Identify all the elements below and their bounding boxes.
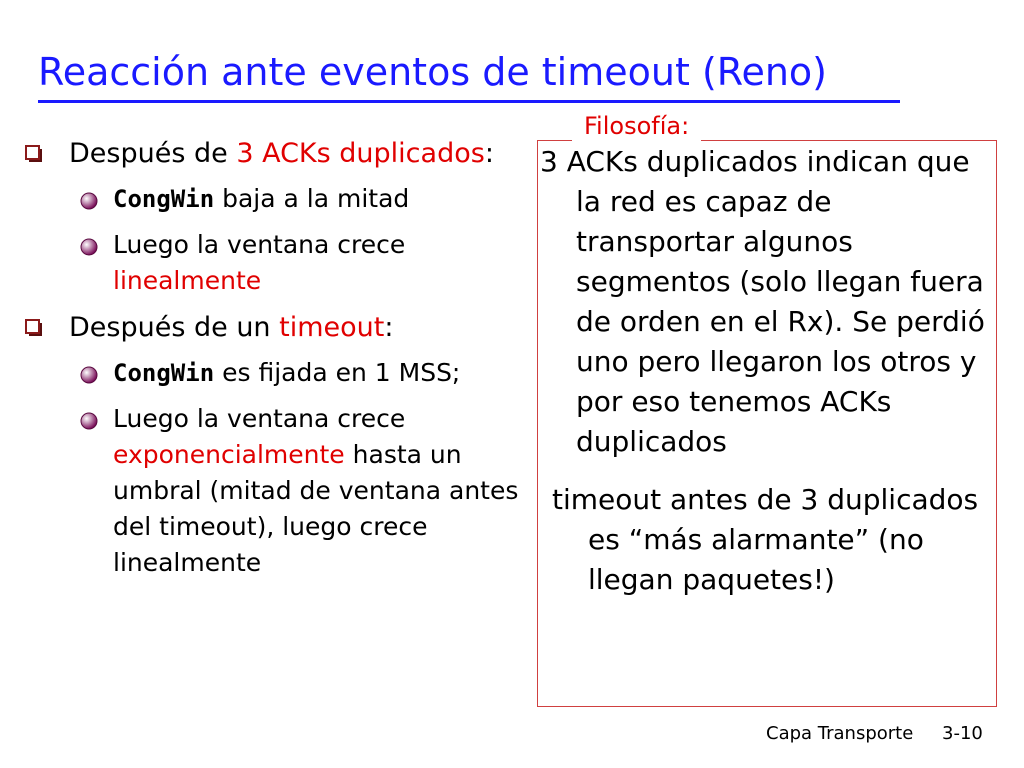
sub-item-exponential-growth <box>25 401 525 581</box>
sub2-pre: Luego la ventana crece <box>113 230 406 259</box>
sphere-bullet-icon <box>80 192 98 210</box>
philosophy-label: Filosofía: <box>572 110 701 142</box>
square-bullet-icon <box>25 319 43 337</box>
sub-item-congwin-1mss <box>25 355 525 391</box>
sphere-bullet-icon <box>80 366 98 384</box>
sphere-bullet-icon <box>80 238 98 256</box>
bullet-item-3-acks <box>25 135 525 173</box>
sub4-pre: Luego la ventana crece <box>113 404 406 433</box>
item2-highlight: timeout <box>279 312 385 343</box>
item1-post: : <box>484 138 494 169</box>
sub-item-linear-growth <box>25 227 525 299</box>
bullet-item-timeout <box>25 309 525 347</box>
item1-pre: Después de <box>69 138 237 169</box>
sub3-text: es fijada en 1 MSS; <box>214 358 461 387</box>
square-bullet-icon <box>25 145 43 163</box>
sub4-post: hasta un umbral (mitad de ventana antes del timeout), luego crece linealmente <box>113 440 519 577</box>
item2-pre: Después de un <box>69 312 280 343</box>
footer-section: Capa Transporte <box>766 723 914 744</box>
congwin-code-1: CongWin <box>113 185 215 213</box>
footer-page-number: 3-10 <box>942 723 983 744</box>
philosophy-text <box>540 142 992 618</box>
bullet-list <box>25 135 525 591</box>
item2-post: : <box>384 312 394 343</box>
item1-highlight: 3 ACKs duplicados <box>236 138 485 169</box>
sub1-text: baja a la mitad <box>214 184 410 213</box>
sphere-bullet-icon <box>80 412 98 430</box>
slide-title: Reacción ante eventos de timeout (Reno) <box>38 50 828 94</box>
title-underline <box>38 100 900 103</box>
philosophy-paragraph-1: 3 ACKs duplicados indican que la red es capaz de transportar algunos segmentos (solo llegan fuera de orden en el Rx). Se perdió uno pero llegaron los otros y por eso tenemos ACKs duplicados <box>540 145 985 458</box>
congwin-code-2: CongWin <box>113 359 215 387</box>
sub-item-congwin-half <box>25 181 525 217</box>
sub2-highlight: linealmente <box>113 266 262 295</box>
sub4-highlight: exponencialmente <box>113 440 345 469</box>
philosophy-paragraph-2: timeout antes de 3 duplicados es “más alarmante” (no llegan paquetes!) <box>552 483 979 596</box>
